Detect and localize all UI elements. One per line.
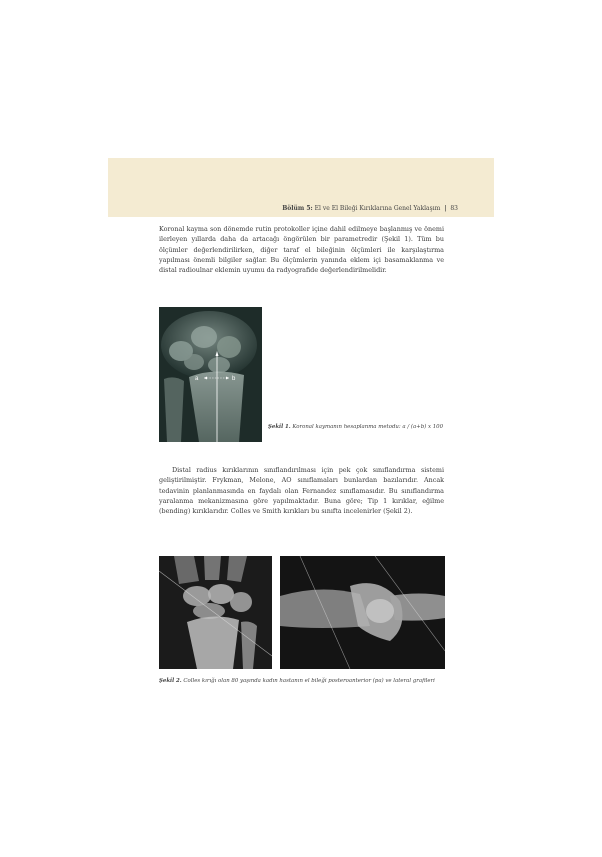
figure-2-caption-label: Şekil 2. bbox=[159, 678, 182, 684]
header-separator: | bbox=[444, 205, 447, 212]
header-band bbox=[108, 158, 494, 217]
figure-1-label-a: a bbox=[195, 376, 199, 382]
figure-1-caption-text: Koronal kaymanın hesaplanma metodu: a / (a+b) x 100 bbox=[290, 424, 443, 430]
chapter-label: Bölüm 5: bbox=[282, 205, 313, 212]
running-header bbox=[282, 205, 458, 212]
page-number: 83 bbox=[450, 205, 458, 212]
chapter-title: El ve El Bileği Kırıklarına Genel Yaklaşım bbox=[314, 205, 441, 212]
figure-1-caption-label: Şekil 1. bbox=[268, 424, 291, 430]
figure-2-lateral-xray-image bbox=[280, 556, 445, 669]
figure-1-label-b: b bbox=[232, 376, 236, 382]
figure-1-xray-image bbox=[159, 307, 262, 442]
figure-2-pa-xray-image bbox=[159, 556, 272, 669]
paragraph-classification: Distal radius kırıklarının sınıflandırılması için pek çok sınıflandırma sistemi geliştirilmiştir. Frykman, Melone, AO sınıflamaları bunlardan bazılarıdır. Ancak tedavinin planlanmasında en faydalı olan Fernandez sınıflamasıdır. Bu sınıflandırma yaralanma mekanizmasına göre yapılmaktadır. Buna göre; Tip 1 kırıklar, eğilme (bending) kırıklarıdır. Colles ve Smith kırıkları bu sınıfta incelenirler (Şekil 2). bbox=[159, 466, 444, 516]
figure-2-caption-text: Colles kırığı olan 80 yaşında kadın hastanın el bileği posteroanterior (pa) ve lateral grafileri bbox=[181, 678, 435, 684]
figure-1-caption bbox=[268, 423, 448, 433]
paragraph-coronal-shift: Koronal kayma son dönemde rutin protokoller içine dahil edilmeye başlanmış ve önemi ilerleyen yıllarda daha da artacağı öngörülen bir parametredir (Şekil 1). Tüm bu ölçümler değerlendirilirken, diğer taraf el bileğinin ölçümleri ile karşılaştırma yapılması önemli bilgiler sağlar. Bu ölçümlerin yanında eklem içi basamaklanma ve distal radioulnar eklemin uyumu da radyografide değerlendirilmelidir. bbox=[159, 225, 444, 275]
figure-2-caption bbox=[159, 677, 449, 687]
